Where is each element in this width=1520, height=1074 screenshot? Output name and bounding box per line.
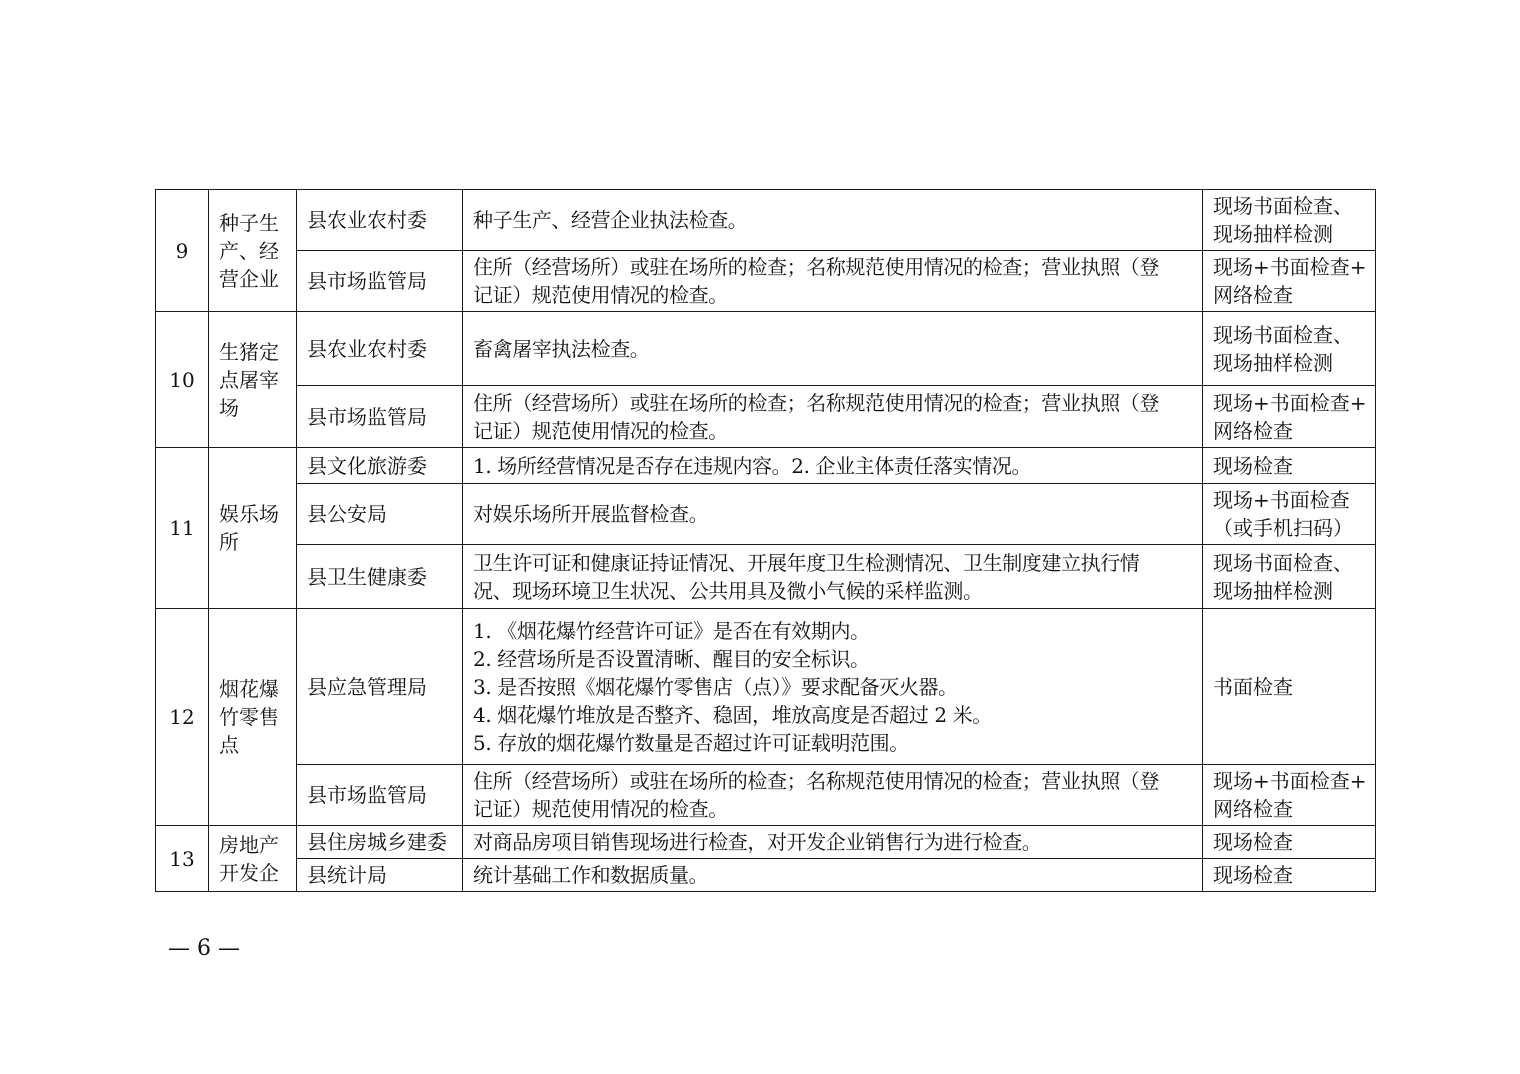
category-cell: [209, 448, 297, 609]
table-row: [156, 190, 1376, 251]
content-line: 1. 场所经营情况是否存在违规内容。2. 企业主体责任落实情况。: [473, 453, 1032, 478]
cell-line: 产、经: [219, 238, 279, 263]
content-line: 记证）规范使用情况的检查。: [473, 418, 728, 443]
content-line: 2. 经营场所是否设置清晰、醒目的安全标识。: [473, 646, 870, 671]
content-line: 卫生许可证和健康证持证情况、开展年度卫生检测情况、卫生制度建立执行情: [473, 550, 1140, 575]
cell-line: 现场+书面检查+: [1213, 390, 1367, 415]
inspection-content-cell: [463, 545, 1203, 609]
inspection-method-cell: [1203, 312, 1376, 386]
inspection-method-cell: [1203, 386, 1376, 448]
cell-line: 生猪定: [219, 339, 279, 364]
content-line: 1. 《烟花爆竹经营许可证》是否在有效期内。: [473, 618, 870, 643]
table-row: [156, 386, 1376, 448]
cell-line: 点屠宰: [219, 367, 279, 392]
inspection-content-cell: [463, 765, 1203, 826]
department-cell: 县统计局: [297, 859, 463, 892]
cell-line: 现场检查: [1213, 863, 1293, 887]
inspection-content-cell: [463, 312, 1203, 386]
inspection-content-cell: [463, 386, 1203, 448]
cell-line: 竹零售: [219, 705, 279, 729]
content-line: 3. 是否按照《烟花爆竹零售店（点）》要求配备灭火器。: [473, 674, 958, 699]
inspection-content-cell: [463, 484, 1203, 545]
inspection-content-cell: [463, 826, 1203, 859]
content-line: 畜禽屠宰执法检查。: [473, 336, 650, 361]
table-row: [156, 609, 1376, 765]
cell-line: 房地产: [219, 832, 279, 857]
cell-line: 现场抽样检测: [1213, 350, 1333, 375]
department-cell: 县农业农村委: [297, 312, 463, 386]
cell-line: 网络检查: [1213, 797, 1293, 821]
inspection-method-cell: [1203, 484, 1376, 545]
inspection-content-cell: [463, 609, 1203, 765]
cell-line: 现场检查: [1213, 453, 1293, 478]
table-row: [156, 312, 1376, 386]
cell-line: 现场抽样检测: [1213, 222, 1333, 246]
table-row: [156, 826, 1376, 859]
category-cell: [209, 190, 297, 312]
row-number-cell: 11: [156, 448, 209, 609]
row-number-cell: 12: [156, 609, 209, 826]
category-cell: [209, 312, 297, 448]
table-row: [156, 484, 1376, 545]
department-cell: 县市场监管局: [297, 251, 463, 312]
inspection-content-cell: [463, 251, 1203, 312]
department-cell: 县公安局: [297, 484, 463, 545]
table-row: [156, 859, 1376, 892]
cell-line: 点: [219, 733, 239, 757]
cell-line: 种子生: [219, 210, 279, 235]
content-line: 住所（经营场所）或驻在场所的检查；名称规范使用情况的检查；营业执照（登: [473, 769, 1159, 793]
content-line: 记证）规范使用情况的检查。: [473, 283, 728, 307]
content-line: 住所（经营场所）或驻在场所的检查；名称规范使用情况的检查；营业执照（登: [473, 390, 1159, 415]
content-line: 统计基础工作和数据质量。: [473, 863, 709, 887]
department-cell: 县住房城乡建委: [297, 826, 463, 859]
inspection-table: [155, 189, 1376, 892]
inspection-method-cell: [1203, 826, 1376, 859]
row-number-cell: 10: [156, 312, 209, 448]
content-line: 记证）规范使用情况的检查。: [473, 797, 728, 821]
content-line: 对商品房项目销售现场进行检查，对开发企业销售行为进行检查。: [473, 830, 1042, 854]
content-line: 对娱乐场所开展监督检查。: [473, 502, 709, 526]
cell-line: 现场+书面检查+: [1213, 255, 1367, 279]
table-row: [156, 448, 1376, 484]
cell-line: 所: [219, 530, 239, 554]
content-line: 况、现场环境卫生状况、公共用具及微小气候的采样监测。: [473, 578, 983, 603]
department-cell: 县卫生健康委: [297, 545, 463, 609]
cell-line: 现场+书面检查: [1213, 488, 1350, 512]
inspection-method-cell: [1203, 190, 1376, 251]
inspection-method-cell: [1203, 251, 1376, 312]
department-cell: 县文化旅游委: [297, 448, 463, 484]
row-number-cell: 9: [156, 190, 209, 312]
cell-line: 现场检查: [1213, 830, 1293, 854]
inspection-method-cell: [1203, 609, 1376, 765]
table-body: [156, 190, 1376, 892]
category-cell: [209, 609, 297, 826]
inspection-content-cell: [463, 190, 1203, 251]
table-row: [156, 251, 1376, 312]
cell-line: 现场书面检查、: [1213, 550, 1353, 575]
department-cell: 县市场监管局: [297, 386, 463, 448]
page-number: — 6 —: [168, 936, 240, 961]
inspection-content-cell: [463, 448, 1203, 484]
inspection-content-cell: [463, 859, 1203, 892]
cell-line: 现场书面检查、: [1213, 322, 1353, 347]
cell-line: 场: [219, 395, 239, 420]
content-line: 种子生产、经营企业执法检查。: [473, 208, 748, 232]
row-number-cell: 13: [156, 826, 209, 892]
content-line: 住所（经营场所）或驻在场所的检查；名称规范使用情况的检查；营业执照（登: [473, 255, 1159, 279]
department-cell: 县市场监管局: [297, 765, 463, 826]
table-row: [156, 765, 1376, 826]
department-cell: 县农业农村委: [297, 190, 463, 251]
category-cell: [209, 826, 297, 892]
cell-line: 营企业: [219, 266, 279, 291]
table-row: [156, 545, 1376, 609]
cell-line: 书面检查: [1213, 674, 1293, 699]
cell-line: 现场抽样检测: [1213, 578, 1333, 603]
cell-line: （或手机扫码）: [1213, 516, 1353, 540]
department-cell: 县应急管理局: [297, 609, 463, 765]
cell-line: 网络检查: [1213, 283, 1293, 307]
content-line: 4. 烟花爆竹堆放是否整齐、稳固，堆放高度是否超过 2 米。: [473, 702, 992, 727]
cell-line: 娱乐场: [219, 502, 279, 526]
inspection-method-cell: [1203, 765, 1376, 826]
cell-line: 现场+书面检查+: [1213, 769, 1367, 793]
inspection-method-cell: [1203, 859, 1376, 892]
cell-line: 现场书面检查、: [1213, 194, 1353, 218]
cell-line: 开发企: [219, 860, 279, 885]
cell-line: 网络检查: [1213, 418, 1293, 443]
content-line: 5. 存放的烟花爆竹数量是否超过许可证载明范围。: [473, 730, 909, 755]
cell-line: 烟花爆: [219, 677, 279, 701]
inspection-method-cell: [1203, 545, 1376, 609]
inspection-method-cell: [1203, 448, 1376, 484]
